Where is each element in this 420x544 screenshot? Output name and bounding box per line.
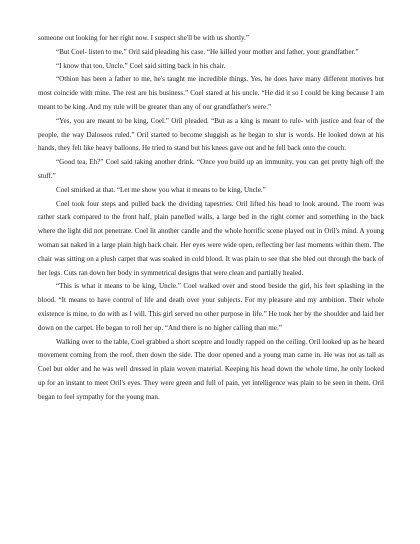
paragraph-3: “I know that too, Uncle.” Coel said sitting back in his chair. (56, 61, 226, 70)
paragraph-2: “But Coel- listen to me,” Oril said pleading his case. “He killed your mother and father, your grandfather.” (56, 47, 359, 56)
paragraph-4: “Othion has been a father to me, he's taught me incredible things. Yes, he does have many different motives but most coincide with mine. The rest are his business.” Coel stared at his uncle. “He did it so I could be king because I am meant to be king. And my rule will be greater than any of our grandfather's were.” (38, 75, 384, 111)
paragraph-8: Coel took four steps and pulled back the dividing tapestries. Oril lifted his head to look around. The room was rather stark compared to the front half, plain panelled walls, a large bed in the right corner and something in the back where the light did not penetrate. Coel lit another candle and the whole horrific scene played out in Oril's mind. A young woman sat naked in a large plain high back chair. Her eyes were wide open, reflecting her last moments within them. The chair was sitting on a plush carpet that was soaked in cold blood. It was plain to see that she bled out through the back of her legs. Cuts ran down her body in symmetrical designs that were clean and partially healed. (38, 199, 384, 277)
paragraph-9: “This is what it means to be king, Uncle.” Coel walked over and stood beside the girl, his feet splashing in the blood. “It means to have control of life and death over your subjects. For my pleasure and my ambition. Their whole existence is mine, to do with as I will. This girl served no other purpose in life.” He took her by the shoulder and laid her down on the carpet. He began to roll her up. “And there is no higher calling than me.” (38, 282, 384, 332)
paragraph-7: Coel smirked at that. “Let me show you what it means to be king, Uncle.” (56, 185, 266, 194)
paragraph-6: “Good tea, Eh?” Coel said taking another drink. “Once you build up an immunity, you can get pretty high off the stuff.” (38, 158, 384, 180)
paragraph-10: Walking over to the table, Coel grabbed a short sceptre and loudly rapped on the ceiling. Oril looked up as he heard movement coming from the roof, then down the side. The door opened and a young man came in. He was not as tall as Coel but older and he was well dressed in plain woven material. Keeping his head down the whole time, he only looked up for an instant to meet Oril's eyes. They were green and full of pain, yet intelligence was plain to be seen in them. Oril began to feel sympathy for the young man. (38, 337, 384, 401)
book-page (38, 32, 384, 405)
paragraph-1: someone out looking for her right now. I suspect she'll be with us shortly.” (38, 34, 249, 42)
paragraph-5: “Yes, you are meant to be king, Coel.” Oril pleaded. “But as a king is meant to rule- with justice and fear of the people, the way Daloseos ruled.” Oril started to become sluggish as he began to slur is words. He looked down at his hands, they felt like heavy balloons. He tried to stand but his knees gave out and he fell back onto the couch. (38, 116, 384, 153)
